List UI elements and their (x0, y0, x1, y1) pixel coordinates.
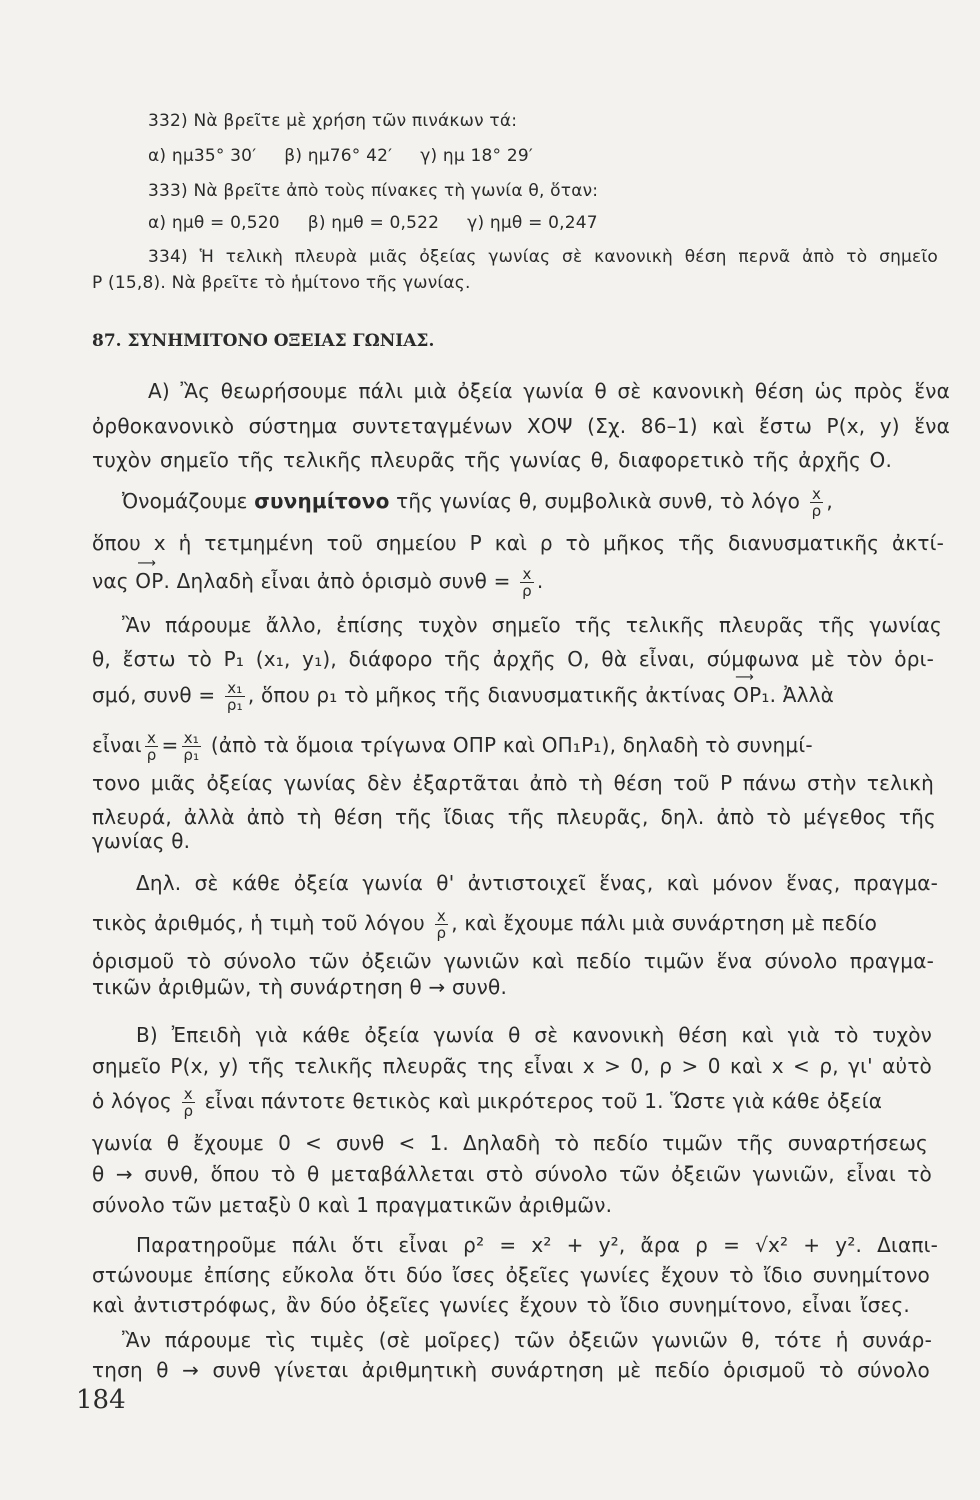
fraction-x-over-rho (435, 908, 449, 941)
paragraph-a-line-12: πλευρά, ἀλλὰ ἀπὸ τὴ θέση τῆς ἴδιας τῆς πλευρᾶς, δηλ. ἀπὸ τὸ μέγεθος τῆς (92, 805, 936, 829)
vector-op1: ⟶ OP₁ (733, 682, 769, 708)
exercise-332-items: α) ημ35° 30′ β) ημ76° 42′ γ) ημ 18° 29′ (148, 146, 533, 166)
fraction-numerator: x (147, 729, 157, 747)
line-6-prefix: νας (92, 569, 129, 593)
fraction-x1-over-rho1 (225, 680, 245, 713)
definition-line: Ὀνομάζουμε συνημίτονο τῆς γωνίας θ, συμβολικὰ συνθ, τὸ λόγο $\frac{x}{\rho}$ , (122, 485, 833, 520)
line-9-middle: ὅπου ρ₁ τὸ μῆκος τῆς διανυσματικῆς ἀκτίνας (260, 683, 727, 707)
vector-op: ⟶ OP (135, 568, 163, 594)
line-15-prefix: τικὸς ἀριθμός, ἡ τιμὴ τοῦ λόγου (92, 911, 425, 935)
paragraph-b-line-8: στώνουμε ἐπίσης εὔκολα ὅτι δύο ἴσες ὀξεῖες γωνίες ἔχουν τὸ ἴδιο συνημίτονο (92, 1263, 930, 1287)
paragraph-a-line-11: τονο μιᾶς ὀξείας γωνίας δὲν ἐξαρτᾶται ἀπὸ τὴ θέση τοῦ Ρ πάνω στὴν τελικὴ (92, 771, 934, 795)
fraction-numerator: x (522, 565, 532, 583)
paragraph-b-line-1: B) Ἐπειδὴ γιὰ κάθε ὀξεία γωνία θ σὲ κανονικὴ θέση καὶ γιὰ τὸ τυχὸν (136, 1023, 932, 1047)
exercise-332: 332) Νὰ βρεῖτε μὲ χρήση τῶν πινάκων τά: (148, 111, 518, 131)
definition-rest: τῆς γωνίας θ, συμβολικὰ συνθ, τὸ λόγο (396, 489, 801, 513)
exercise-334-line-1: 334) Ἡ τελικὴ πλευρὰ μιᾶς ὀξείας γωνίας σὲ κανονικὴ θέση περνᾶ ἀπὸ τὸ σημεῖο (148, 247, 938, 267)
fraction-numerator: x₁ (227, 679, 243, 697)
paragraph-b-line-3 (92, 1086, 930, 1119)
paragraph-b-line-7: Παρατηροῦμε πάλι ὅτι εἶναι ρ² = x² + y², ἄρα ρ = √x² + y². Διαπι- (136, 1233, 938, 1257)
fraction-denominator: ρ (183, 1102, 194, 1120)
paragraph-b-line-4: γωνία θ ἔχουμε 0 < συνθ < 1. Δηλαδὴ τὸ πεδίο τιμῶν τῆς συναρτήσεως (92, 1131, 928, 1155)
fraction-denominator: ρ (522, 582, 532, 600)
fraction-x-over-rho (145, 730, 159, 763)
line-10-text: (ἀπὸ τὰ ὅμοια τρίγωνα ΟΠΡ καὶ ΟΠ₁Ρ₁), δηλαδὴ τὸ συνημί- (210, 733, 813, 757)
exercise-334-line-2: P (15,8). Νὰ βρεῖτε τὸ ἡμίτονο τῆς γωνίας. (92, 273, 471, 293)
page-number: 184 (76, 1385, 126, 1415)
fraction-denominator: ρ (436, 924, 447, 942)
line-10-prefix: εἶναι (92, 733, 142, 757)
exercise-333-items: α) ημθ = 0,520 β) ημθ = 0,522 γ) ημθ = 0,247 (148, 213, 598, 233)
paragraph-a-line-14: Δηλ. σὲ κάθε ὀξεία γωνία θ' ἀντιστοιχεῖ ἕνας, καὶ μόνον ἕνας, πραγμα- (136, 871, 938, 895)
fraction-numerator: x (183, 1085, 193, 1103)
fraction-x-over-rho (810, 486, 824, 519)
definition-intro: Ὀνομάζουμε (122, 489, 248, 513)
line-9-suffix: . Ἀλλὰ (769, 683, 835, 707)
fraction-numerator: x (812, 485, 822, 503)
paragraph-a-line-8: θ, ἔστω τὸ P₁ (x₁, y₁), διάφορο τῆς ἀρχῆς Ο, θὰ εἶναι, σύμφωνα μὲ τὸν ὁρι- (92, 647, 934, 671)
paragraph-b-line-5: θ → συνθ, ὅπου τὸ θ μεταβάλλεται στὸ σύνολο τῶν ὀξειῶν γωνιῶν, εἶναι τὸ (92, 1162, 932, 1186)
fraction-x-over-rho (520, 566, 534, 599)
paragraph-a-line-16: ὁρισμοῦ τὸ σύνολο τῶν ὀξειῶν γωνιῶν καὶ πεδίο τιμῶν ἕνα σύνολο πραγμα- (92, 949, 934, 973)
fraction-x1-over-rho1 (181, 730, 201, 763)
paragraph-a-line-10: εἶναι $\frac{x}{\rho}$ = $\frac{\text{x₁}}{\text{ρ₁}}$ (ἀπὸ τὰ ὅμοια τρίγωνα ΟΠΡ καὶ ΟΠ₁Ρ₁), δηλαδὴ τὸ συνημί- (92, 729, 813, 764)
paragraph-b-line-9: καὶ ἀντιστρόφως, ἂν δύο ὀξεῖες γωνίες ἔχουν τὸ ἴδιο συνημίτονο, εἶναι ἴσες. (92, 1293, 910, 1317)
paragraph-a-line-1: A) Ἂς θεωρήσουμε πάλι μιὰ ὀξεία γωνία θ σὲ κανονικὴ θέση ὡς πρὸς ἕνα (148, 379, 950, 403)
line-b3-text: εἶναι πάντοτε θετικὸς καὶ μικρότερος τοῦ 1. Ὥστε γιὰ κάθε ὀξεία (204, 1089, 883, 1113)
fraction-denominator: ρ (146, 746, 157, 764)
paragraph-a-line-17: τικῶν ἀριθμῶν, τὴ συνάρτηση θ → συνθ. (92, 975, 508, 999)
line-9-prefix: σμό, συνθ = (92, 683, 216, 707)
paragraph-b-line-10: Ἂν πάρουμε τὶς τιμὲς (σὲ μοῖρες) τῶν ὀξειῶν γωνιῶν θ, τότε ἡ συνάρ- (122, 1328, 932, 1352)
fraction-numerator: x (436, 907, 446, 925)
fraction-numerator: x₁ (183, 729, 200, 747)
exercise-333: 333) Νὰ βρεῖτε ἀπὸ τοὺς πίνακες τὴ γωνία θ, ὅταν: (148, 181, 599, 201)
paragraph-b-line-11: τηση θ → συνθ γίνεται ἀριθμητικὴ συνάρτηση μὲ πεδίο ὁρισμοῦ τὸ σύνολο (92, 1358, 930, 1382)
line-15-text: , καὶ ἔχουμε πάλι μιὰ συνάρτηση μὲ πεδίο (451, 911, 878, 935)
paragraph-a-line-9: σμό, συνθ = $\frac{\text{x₁}}{\text{ρ₁}}$ , ὅπου ρ₁ τὸ μῆκος τῆς διανυσματικῆς ἀκτίνας ⟶ OP₁. Ἀλλὰ (92, 680, 930, 713)
paragraph-a-line-15 (92, 908, 930, 941)
cosine-term: συνημίτονο (254, 489, 390, 513)
paragraph-b-line-2: σημεῖο P(x, y) τῆς τελικῆς πλευρᾶς της εἶναι x > 0, ρ > 0 καὶ x < ρ, γι' αὐτὸ (92, 1054, 932, 1078)
line-6-text: . Δηλαδὴ εἶναι ἀπὸ ὁρισμὸ συνθ = (163, 569, 511, 593)
paragraph-a-line-2: ὀρθοκανονικὸ σύστημα συντεταγμένων ΧΟΨ (Σχ. 86–1) καὶ ἔστω P(x, y) ἕνα (92, 414, 950, 438)
section-heading: 87. ΣΥΝΗΜΙΤΟΝΟ ΟΞΕΙΑΣ ΓΩΝΙΑΣ. (92, 331, 435, 351)
paragraph-a-line-7: Ἂν πάρουμε ἄλλο, ἐπίσης τυχὸν σημεῖο τῆς τελικῆς πλευρᾶς τῆς γωνίας (122, 613, 942, 637)
fraction-denominator: ρ₁ (183, 746, 200, 764)
paragraph-a-line-13: γωνίας θ. (92, 829, 191, 853)
paragraph-a-line-6: νας ⟶ OP. Δηλαδὴ εἶναι ἀπὸ ὁρισμὸ συνθ = $\frac{x}{\rho}$ . (92, 566, 930, 599)
paragraph-a-line-5: ὅπου x ἡ τετμημένη τοῦ σημείου P καὶ ρ τὸ μῆκος τῆς διανυσματικῆς ἀκτί- (92, 531, 944, 555)
paragraph-b-line-6: σύνολο τῶν μεταξὺ 0 καὶ 1 πραγματικῶν ἀριθμῶν. (92, 1193, 613, 1217)
fraction-denominator: ρ (811, 502, 822, 520)
fraction-denominator: ρ₁ (226, 696, 243, 714)
fraction-x-over-rho (181, 1086, 195, 1119)
line-b3-prefix: ὁ λόγος (92, 1089, 172, 1113)
paragraph-a-line-3: τυχὸν σημεῖο τῆς τελικῆς πλευρᾶς τῆς γωνίας θ, διαφορετικὸ τῆς ἀρχῆς Ο. (92, 448, 892, 472)
